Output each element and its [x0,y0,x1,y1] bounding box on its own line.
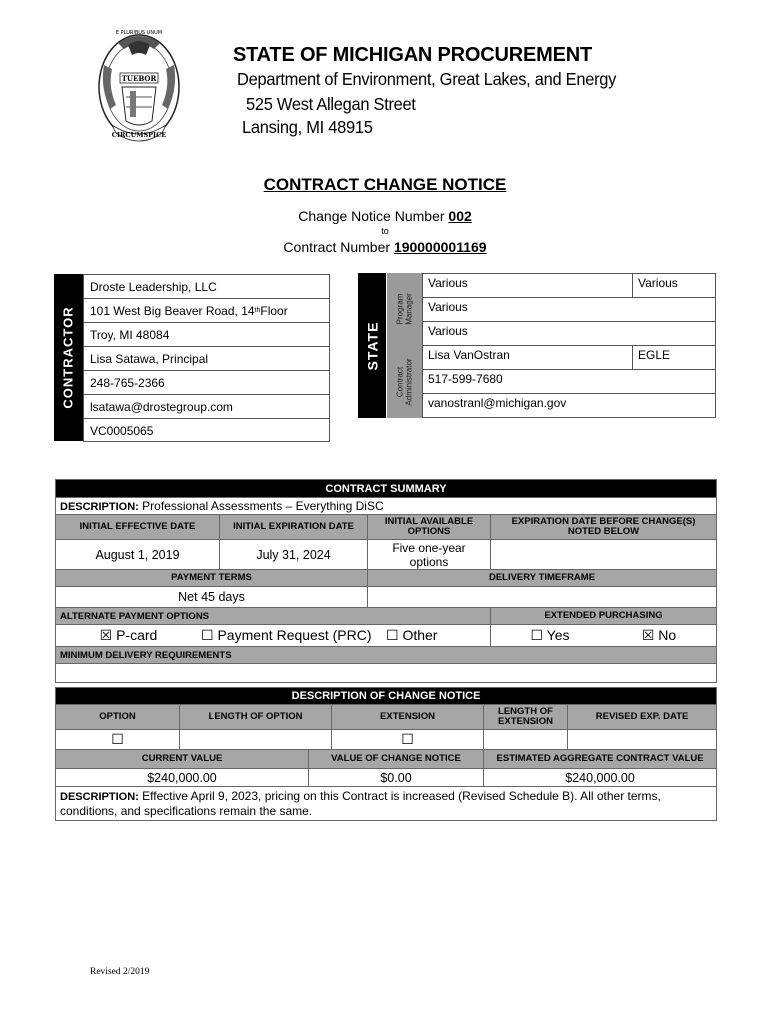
ca-email: vanostranl@michigan.gov [423,394,716,418]
change-notice-number: 002 [448,208,472,224]
department-name: Department of Environment, Great Lakes, and Energy [237,69,617,89]
expiration-before-header: EXPIRATION DATE BEFORE CHANGE(S) NOTED BELOW [491,515,717,540]
program-manager-sidebar [387,273,422,345]
value-change-header: VALUE OF CHANGE NOTICE [309,750,484,769]
contractor-address-text: 101 West Big Beaver Road, 14 [90,303,255,318]
extension-header: EXTENSION [332,705,484,730]
no-checkbox[interactable]: ☒ No [641,627,677,643]
pm-name: Various [423,274,633,298]
min-delivery-value [56,664,717,683]
initial-options: Five one-year options [368,540,491,570]
contractor-vendor-id: VC0005065 [90,423,154,438]
contract-summary-title: CONTRACT SUMMARY [56,480,717,498]
ca-phone: 517-599-7680 [423,370,716,394]
state-label: STATE [364,321,380,370]
state-sidebar [358,273,386,418]
change-notice-label: Change Notice Number [298,208,449,224]
initial-options-header: INITIAL AVAILABLE OPTIONS [368,515,491,540]
min-delivery-header: MINIMUM DELIVERY REQUIREMENTS [56,647,717,664]
page-title: STATE OF MICHIGAN PROCUREMENT [233,44,593,66]
seal-motto-bottom: CIRCUMSPICE [111,131,167,139]
initial-expiration-header: INITIAL EXPIRATION DATE [220,515,368,540]
pm-phone: Various [423,298,716,322]
michigan-seal-icon [90,25,188,147]
contractor-contact: Lisa Satawa, Principal [84,347,329,371]
program-manager-label: Program Manager [395,293,414,325]
state-info [422,273,716,418]
value-change: $0.00 [309,769,484,787]
change-description-label: DESCRIPTION: [60,791,139,803]
initial-effective-date: August 1, 2019 [56,540,220,570]
summary-description [56,498,717,515]
street-address: 525 West Allegan Street [246,94,416,114]
expiration-before [491,540,717,570]
payment-terms: Net 45 days [56,587,368,608]
contractor-phone: 248-765-2366 [84,371,329,395]
change-notice-line [0,208,770,224]
contractor-email: lsatawa@drostegroup.com [84,395,329,419]
contractor-address [84,299,329,323]
alt-payment-header: ALTERNATE PAYMENT OPTIONS [56,608,491,625]
revision-date: Revised 2/2019 [90,967,150,977]
current-value: $240,000.00 [56,769,309,787]
yes-checkbox[interactable]: ☐ Yes [530,627,570,643]
contract-admin-sidebar [387,345,422,418]
ca-name: Lisa VanOstran [423,346,633,370]
extension-checkbox[interactable]: ☐ [332,730,484,750]
initial-expiration-date: July 31, 2024 [220,540,368,570]
seal-motto-top: E PLURIBUS UNUM [115,30,163,36]
contract-number-line [0,239,770,255]
option-checkbox[interactable]: ☐ [56,730,180,750]
summary-description-text: Professional Assessments – Everything DiSC [138,499,384,513]
current-value-header: CURRENT VALUE [56,750,309,769]
extended-purchasing-header: EXTENDED PURCHASING [491,608,717,625]
change-description [56,787,717,821]
change-notice-table [55,687,717,821]
contractor-address-floor: Floor [260,303,288,318]
option-header: OPTION [56,705,180,730]
notice-title: CONTRACT CHANGE NOTICE [263,175,507,194]
length-extension-value [484,730,568,750]
ca-agency: EGLE [633,346,716,370]
contractor-label: CONTRACTOR [61,306,77,409]
revised-exp-value [568,730,717,750]
contractor-city: Troy, MI 48084 [84,323,329,347]
contractor-name: Droste Leadership, LLC [84,275,329,299]
length-option-header: LENGTH OF OPTION [180,705,332,730]
estimated-value: $240,000.00 [484,769,717,787]
change-notice-title: DESCRIPTION OF CHANGE NOTICE [56,688,717,705]
city-address: Lansing, MI 48915 [242,117,373,137]
pcard-checkbox[interactable]: ☒ P-card [99,627,158,643]
to-label: to [381,226,389,236]
contract-number: 190000001169 [393,239,487,255]
initial-effective-header: INITIAL EFFECTIVE DATE [56,515,220,540]
delivery-timeframe [368,587,717,608]
length-option-value [180,730,332,750]
contractor-sidebar [54,274,83,441]
revised-exp-header: REVISED EXP. DATE [568,705,717,730]
estimated-value-header: ESTIMATED AGGREGATE CONTRACT VALUE [484,750,717,769]
contractor-info [83,274,330,442]
pm-email: Various [423,322,716,346]
delivery-timeframe-header: DELIVERY TIMEFRAME [368,570,717,587]
change-description-text: Effective April 9, 2023, pricing on this Contract is increased (Revised Schedule B). All other terms, conditions, and specifications remain the same. [60,789,661,818]
extended-purchasing-options [491,625,717,647]
prc-checkbox[interactable]: ☐ Payment Request (PRC) [201,627,372,643]
summary-description-label: DESCRIPTION: [60,501,139,513]
other-checkbox[interactable]: ☐ Other [386,627,438,643]
contract-number-label: Contract Number [283,239,394,255]
contract-admin-label: Contract Administrator [395,357,414,406]
payment-terms-header: PAYMENT TERMS [56,570,368,587]
alt-payment-options [56,625,491,647]
pm-agency: Various [633,274,716,298]
seal-motto-mid: TUEBOR [121,74,157,83]
contractor-address-sup: th [254,307,261,314]
contract-summary-table [55,479,717,683]
length-extension-header: LENGTH OF EXTENSION [484,705,568,730]
